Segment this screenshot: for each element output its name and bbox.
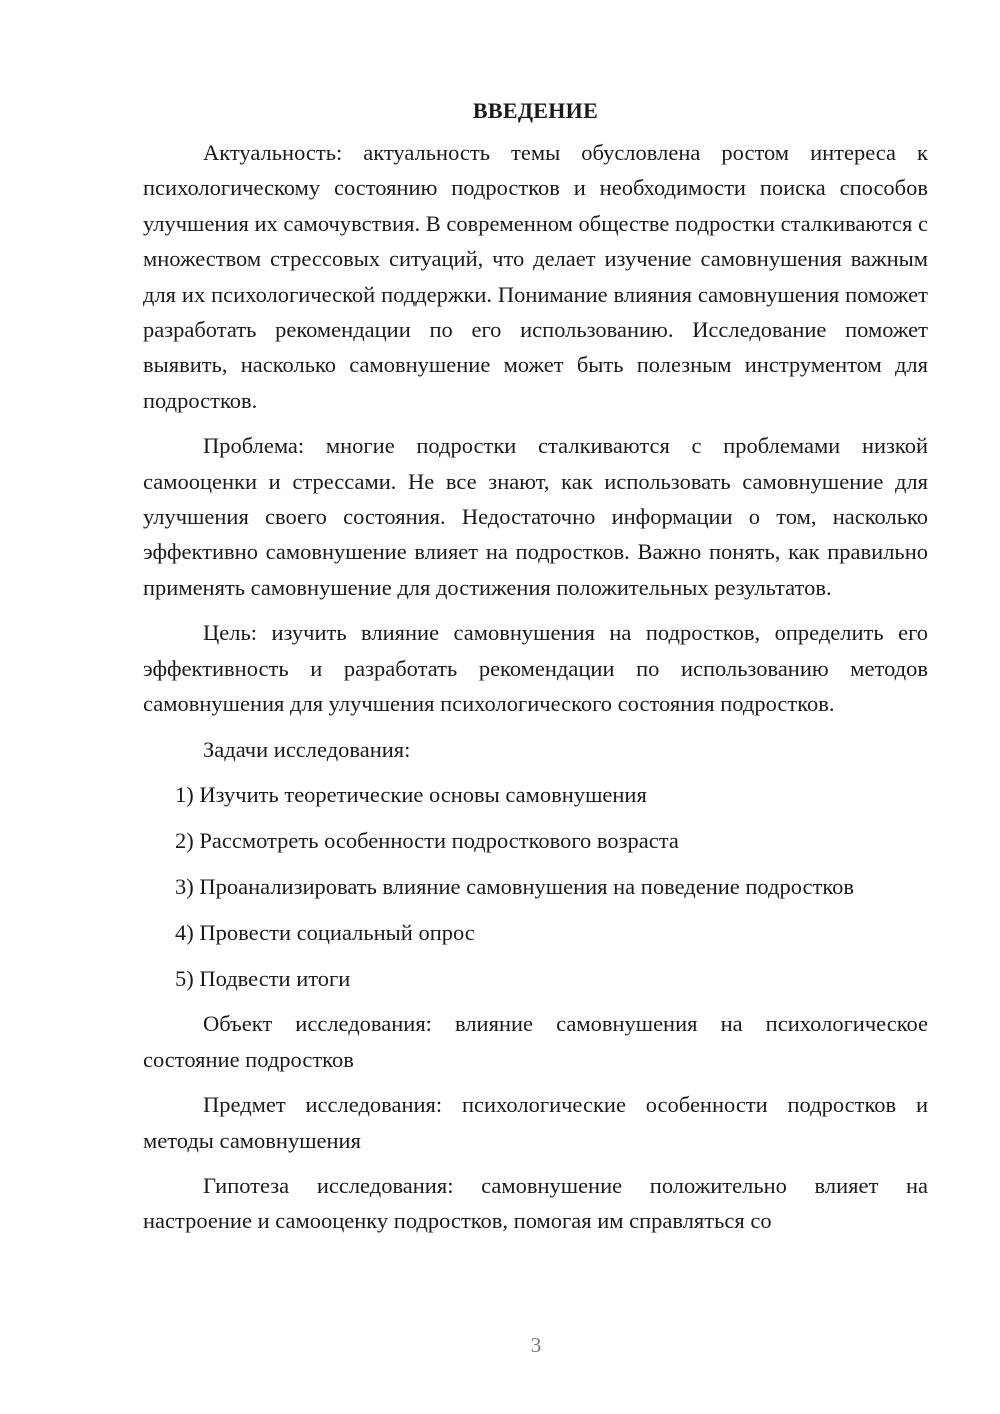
- task-item-1: 1) Изучить теоретические основы самовнушения: [175, 781, 647, 807]
- hypothesis-paragraph: Гипотеза исследования: самовнушение положительно влияет на настроение и самооценку подростков, помогая им справляться со: [143, 1173, 928, 1234]
- goal-paragraph: Цель: изучить влияние самовнушения на подростков, определить его эффективность и разработать рекомендации по использованию методов самовнушения для улучшения психологического состояния подростков.: [143, 620, 928, 717]
- object-paragraph: Объект исследования: влияние самовнушения на психологическое состояние подростков: [143, 1011, 928, 1072]
- relevance-paragraph: Актуальность: актуальность темы обусловлена ростом интереса к психологическому состоянию подростков и необходимости поиска способов улучшения их самочувствия. В современном обществе подростки сталкиваются с множеством стрессовых ситуаций, что делает изучение самовнушения важным для их психологической поддержки. Понимание влияния самовнушения поможет разработать рекомендации по его использованию. Исследование поможет выявить, насколько самовнушение может быть полезным инструментом для подростков.: [143, 140, 928, 413]
- problem-paragraph: Проблема: многие подростки сталкиваются с проблемами низкой самооценки и стрессами. Не все знают, как использовать самовнушение для улучшения своего состояния. Недостаточно информации о том, насколько эффективно самовнушение влияет на подростков. Важно понять, как правильно применять самовнушение для достижения положительных результатов.: [143, 433, 928, 600]
- subject-paragraph: Предмет исследования: психологические особенности подростков и методы самовнушения: [143, 1092, 928, 1153]
- section-heading: ВВЕДЕНИЕ: [472, 98, 599, 123]
- task-item-5: 5) Подвести итоги: [175, 965, 351, 991]
- task-item-4: 4) Провести социальный опрос: [175, 919, 475, 945]
- task-item-2: 2) Рассмотреть особенности подросткового возраста: [175, 827, 679, 853]
- page-content: [143, 95, 928, 1249]
- task-item-3: 3) Проанализировать влияние самовнушения на поведение подростков: [175, 873, 855, 899]
- tasks-title: Задачи исследования:: [203, 736, 411, 762]
- page-number: 3: [530, 1333, 542, 1357]
